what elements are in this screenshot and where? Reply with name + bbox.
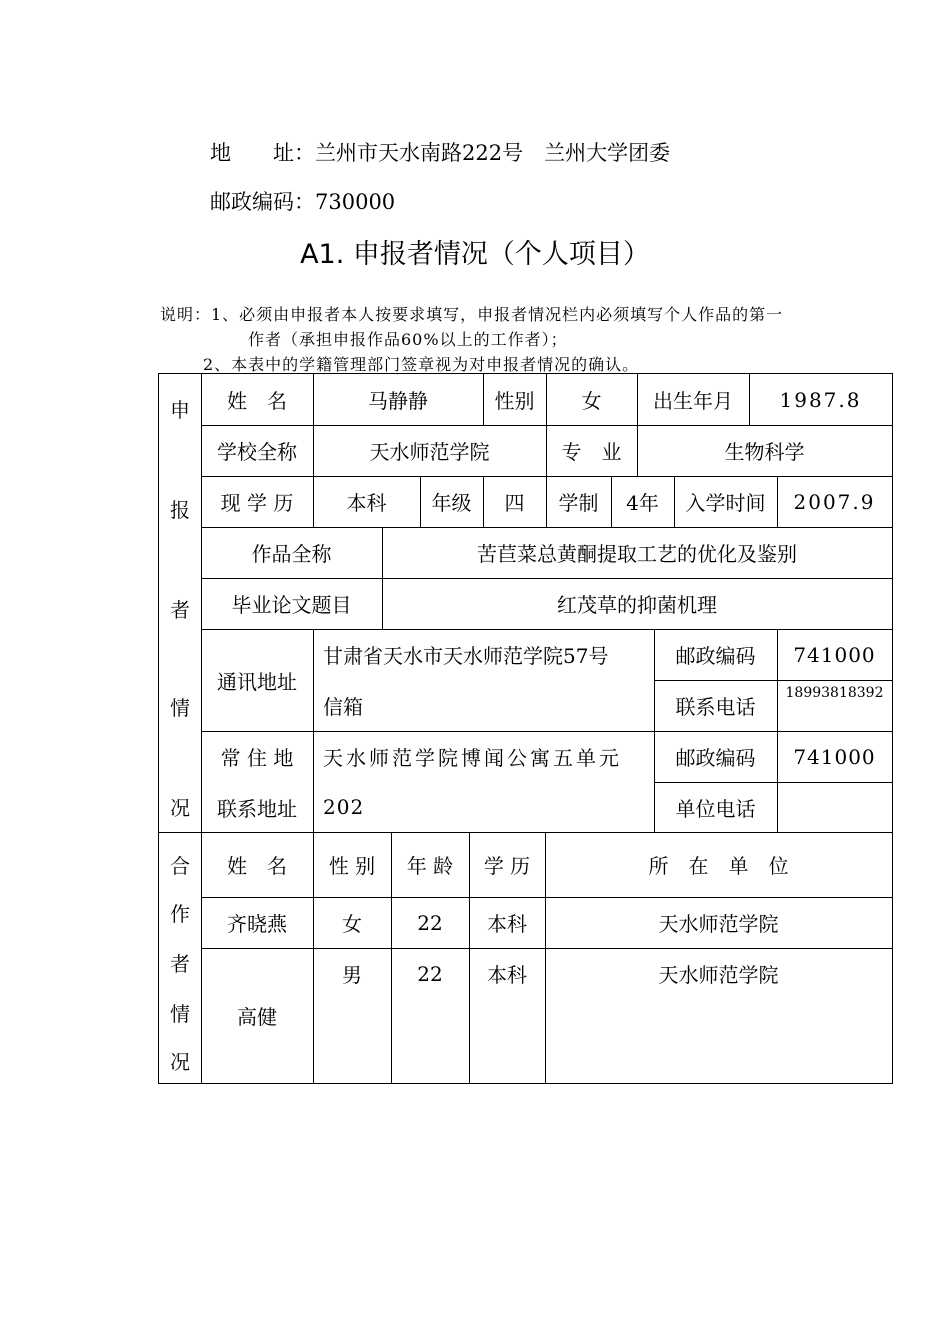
collab-header-name: 姓 名 [227,854,287,878]
collab-section-char-2: 作 [170,902,190,926]
address-line [210,137,670,167]
collab-header-age: 年 龄 [406,854,454,878]
length-label: 学制 [558,491,599,515]
enroll-label: 入学时间 [685,491,766,515]
birth-value: 1987.8 [779,387,862,412]
collab-section-char-3: 者 [170,952,190,976]
collab-1-unit: 天水师范学院 [658,912,779,936]
collab-section-char-4: 情 [170,1002,190,1026]
applicant-section-char-1: 申 [170,398,190,422]
mail-label: 通讯地址 [217,669,297,694]
name-label: 姓 名 [227,389,287,413]
collab-section-char-5: 况 [170,1050,190,1074]
note-line-1: 说明：1、必须由申报者本人按要求填写，申报者情况栏内必须填写个人作品的第一 [160,305,784,324]
applicant-table [158,373,893,1084]
collab-2-name: 高健 [237,1005,277,1029]
home-label-2: 联系地址 [217,796,297,821]
birth-label: 出生年月 [653,389,733,413]
collab-section-char-1: 合 [170,854,190,878]
zip-label: 邮政编码： [210,190,315,214]
collab-1-name: 齐晓燕 [227,912,287,936]
name-value: 马静静 [368,389,428,413]
applicant-section-char-3: 者 [170,598,190,622]
address-value: 兰州市天水南路222号 兰州大学团委 [315,141,671,165]
school-value: 天水师范学院 [369,440,490,464]
home-line-2: 202 [323,795,365,819]
zip-value: 730000 [315,190,396,214]
school-label: 学校全称 [217,440,297,464]
home-line-1: 天水师范学院博闻公寓五单元 [323,746,622,770]
edu-value: 本科 [346,491,387,515]
thesis-label: 毕业论文题目 [231,593,352,617]
unit-phone-value [777,782,892,832]
collab-2-unit: 天水师范学院 [658,963,779,987]
mail-zip-value: 741000 [793,642,876,667]
home-label-1: 常 住 地 [220,746,294,770]
collab-header-edu: 学 历 [483,854,531,878]
applicant-section-char-4: 情 [170,696,190,720]
mail-line-1: 甘肃省天水市天水师范学院57号 [323,644,609,668]
note-line-1b: 作者（承担申报作品60%以上的工作者）； [248,330,568,349]
collab-header-unit: 所 在 单 位 [648,854,789,878]
major-value: 生物科学 [724,440,805,464]
work-value: 苦苣菜总黄酮提取工艺的优化及鉴别 [477,542,797,566]
grade-value: 四 [504,491,525,515]
applicant-section-char-5: 况 [170,796,190,820]
note-line-2: 2、本表中的学籍管理部门签章视为对申报者情况的确认。 [203,355,640,374]
collab-2-edu: 本科 [487,963,527,987]
collab-2-age: 22 [417,961,443,986]
page-title: A1. 申报者情况（个人项目） [300,239,650,270]
unit-phone-label: 单位电话 [675,796,756,821]
length-value: 4年 [626,491,659,515]
mail-line-2: 信箱 [323,695,363,719]
zip-line [210,186,395,216]
applicant-section-char-2: 报 [170,498,190,522]
gender-value: 女 [581,389,602,413]
mail-zip-label: 邮政编码 [675,644,756,668]
address-label: 地 址： [210,141,315,165]
thesis-value: 红茂草的抑菌机理 [557,593,717,617]
work-label: 作品全称 [251,542,332,566]
edu-label: 现 学 历 [220,491,294,515]
collab-1-gender: 女 [342,912,362,936]
enroll-value: 2007.9 [793,489,876,514]
home-zip-label: 邮政编码 [675,746,756,770]
phone-value: 18993818392 [785,685,884,701]
major-label: 专 业 [561,440,622,464]
phone-label: 联系电话 [675,695,756,719]
grade-label: 年级 [431,491,472,515]
home-zip-value: 741000 [793,744,876,769]
collab-2-gender: 男 [342,963,362,987]
collab-1-edu: 本科 [487,912,527,936]
gender-label: 性别 [494,389,535,413]
collab-header-gender: 性 别 [328,854,376,878]
collab-1-age: 22 [417,910,443,935]
